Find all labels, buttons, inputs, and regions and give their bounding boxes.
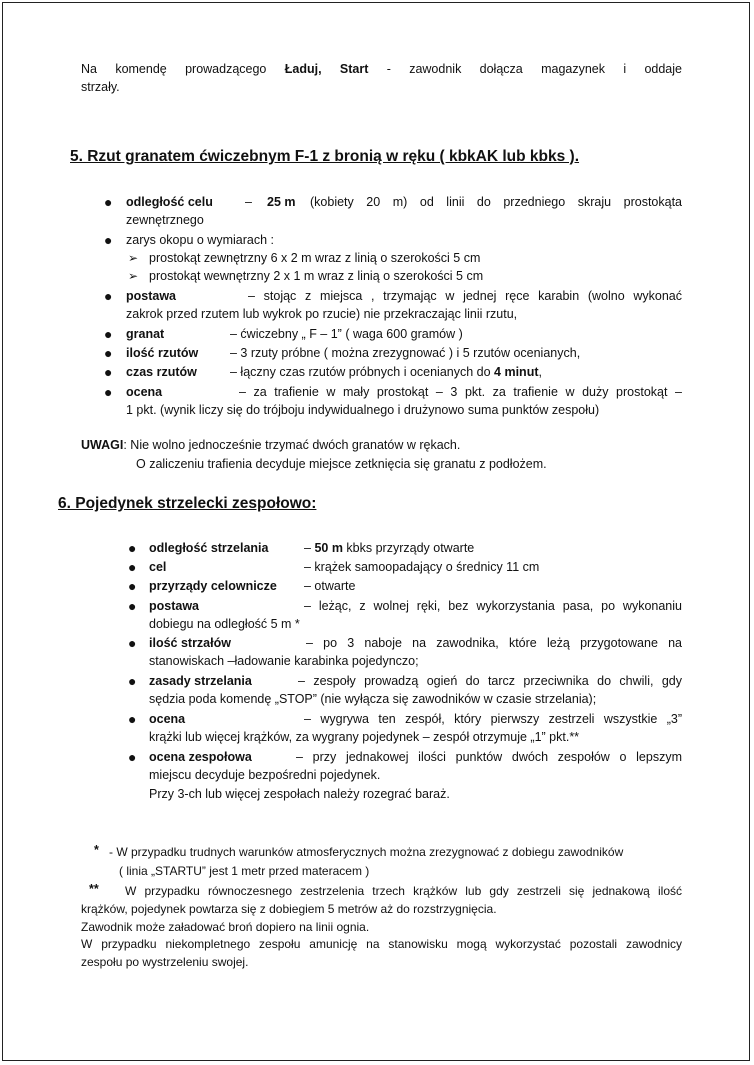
footnote-paragraph-1: Zawodnik może załadować broń dopiero na linii ognia. xyxy=(81,920,370,934)
footnote-paragraph-2: W przypadku niekompletnego zespołu amunicję na stanowisku mogą wykorzystać pozostali zawodnicy xyxy=(81,937,682,951)
s6-score-text-2: krążki lub więcej krążków, za wygrany pojedynek – zespół otrzymuje „1” pkt.** xyxy=(149,730,580,744)
bullet: ● xyxy=(128,711,137,727)
s5-sub-1: prostokąt zewnętrzny 6 x 2 m wraz z linią o szerokości 5 cm xyxy=(149,251,481,265)
s6-rules-label: zasady strzelania xyxy=(149,674,252,688)
s5-time-end: , xyxy=(538,365,542,379)
s6-team-text: – przy jednakowej ilości punktów dwóch zespołów o lepszym xyxy=(296,750,682,764)
s5-score-text: – za trafienie w mały prostokąt – 3 pkt. za trafienie w duży prostokąt – xyxy=(239,385,682,399)
bullet: ● xyxy=(104,194,113,210)
bullet: ● xyxy=(104,364,113,380)
s6-distance-text xyxy=(304,539,474,557)
bullet: ● xyxy=(104,384,113,400)
bullet: ● xyxy=(128,749,137,765)
bullet: ● xyxy=(104,288,113,304)
s6-team-text-3: Przy 3-ch lub więcej zespołach należy rozegrać baraż. xyxy=(149,787,450,801)
notes-text-1: : Nie wolno jednocześnie trzymać dwóch granatów w rękach. xyxy=(123,438,461,452)
s6-sights-label: przyrządy celownicze xyxy=(149,579,277,593)
s5-grenade-label: granat xyxy=(126,327,165,341)
s5-stance-label: postawa xyxy=(126,289,177,303)
section-6-heading: 6. Pojedynek strzelecki zespołowo: xyxy=(58,495,317,512)
s6-team-label: ocena zespołowa xyxy=(149,750,252,764)
s5-distance-value: 25 m xyxy=(267,195,296,209)
s6-rules-text: – zespoły prowadzą ogień do tarcz przeciwnika do chwili, gdy xyxy=(298,674,682,688)
arrow-bullet-icon: ➢ xyxy=(128,269,139,283)
footnote-2-mark: ** xyxy=(89,882,99,896)
s5-stance-text-2: zakrok przed rzutem lub wykrok po rzucie) nie przekraczając linii rzutu, xyxy=(126,307,518,321)
s5-sub-2: prostokąt wewnętrzny 2 x 1 m wraz z linią o szerokości 5 cm xyxy=(149,269,484,283)
bullet: ● xyxy=(128,635,137,651)
s6-target-label: cel xyxy=(149,560,167,574)
footnote-paragraph-3: zespołu po wystrzeleniu swojej. xyxy=(81,955,249,969)
s6-shots-text-2: stanowiskach –ładowanie karabinka pojedynczo; xyxy=(149,654,419,668)
s6-rules-text-2: sędzia poda komendę „STOP” (nie wyłącza się zawodników w czasie strzelania); xyxy=(149,692,597,706)
notes-label: UWAGI xyxy=(81,438,124,452)
s6-score-label: ocena xyxy=(149,712,186,726)
s5-score-text-2: 1 pkt. (wynik liczy się do trójboju indywidualnego i drużynowo suma punktów zespołu) xyxy=(126,403,600,417)
intro-text-c: - zawodnik dołącza magazynek i oddaje xyxy=(386,62,682,76)
bullet: ● xyxy=(128,598,137,614)
s5-time-label: czas rzutów xyxy=(126,365,197,379)
s6-distance-desc: kbks przyrządy otwarte xyxy=(346,541,475,555)
intro-text-a: Na komendę prowadzącego xyxy=(81,62,267,76)
bullet: ● xyxy=(128,559,137,575)
intro-line-1 xyxy=(81,60,682,78)
footnote-1-text: - W przypadku trudnych warunków atmosferycznych można zrezygnować z dobiegu zawodników xyxy=(109,845,624,859)
s6-score-text: – wygrywa ten zespół, który pierwszy zestrzeli wszystkie „3” xyxy=(304,712,682,726)
s6-distance-value: 50 m xyxy=(314,541,343,555)
footnote-1-text-2: ( linia „STARTU” jest 1 metr przed materacem ) xyxy=(119,864,370,878)
s5-time-value: 4 minut xyxy=(494,365,539,379)
s6-shots-label: ilość strzałów xyxy=(149,636,231,650)
footnote-1-mark: * xyxy=(94,843,99,857)
intro-command: Ładuj, Start xyxy=(284,62,369,76)
footnote-2-text: W przypadku równoczesnego zestrzelenia trzech krążków lub gdy zestrzeli się jednakową ilość xyxy=(125,884,682,898)
s5-throws-label: ilość rzutów xyxy=(126,346,199,360)
s5-distance-dash: – xyxy=(245,195,252,209)
bullet: ● xyxy=(128,540,137,556)
s5-distance-text: (kobiety 20 m) od linii do przedniego skraju prostokąta xyxy=(310,195,682,209)
s5-outline-text: zarys okopu o wymiarach : xyxy=(126,233,274,247)
s5-grenade-text: – ćwiczebny „ F – 1” ( waga 600 gramów ) xyxy=(230,327,463,341)
s6-shots-text: – po 3 naboje na zawodnika, które leżą przygotowane na xyxy=(306,636,682,650)
s5-time-text-main: – łączny czas rzutów próbnych i ocenianych do xyxy=(230,365,491,379)
bullet: ● xyxy=(128,673,137,689)
arrow-bullet-icon: ➢ xyxy=(128,251,139,265)
s5-notes-line-1 xyxy=(81,436,460,454)
s6-stance-text-2: dobiegu na odległość 5 m * xyxy=(149,617,300,631)
s6-stance-label: postawa xyxy=(149,599,200,613)
bullet: ● xyxy=(104,345,113,361)
s6-distance-label: odległość strzelania xyxy=(149,541,269,555)
s6-sights-text: – otwarte xyxy=(304,579,356,593)
footnote-2-text-2: krążków, pojedynek powtarza się z dobiegiem 5 metrów aż do rozstrzygnięcia. xyxy=(81,902,497,916)
s5-score-label: ocena xyxy=(126,385,163,399)
s6-target-text: – krążek samoopadający o średnicy 11 cm xyxy=(304,560,540,574)
bullet: ● xyxy=(104,326,113,342)
bullet: ● xyxy=(128,578,137,594)
s5-stance-text: – stojąc z miejsca , trzymając w jednej ręce karabin (wolno wykonać xyxy=(248,289,682,303)
s5-notes-line-2: O zaliczeniu trafienia decyduje miejsce zetknięcia się granatu z podłożem. xyxy=(136,457,547,471)
section-5-heading: 5. Rzut granatem ćwiczebnym F-1 z bronią w ręku ( kbkAK lub kbks ). xyxy=(70,148,580,165)
s5-time-text xyxy=(230,363,542,381)
bullet: ● xyxy=(104,232,113,248)
s5-distance-text-2: zewnętrznego xyxy=(126,213,204,227)
s5-throws-text: – 3 rzuty próbne ( można zrezygnować ) i 5 rzutów ocenianych, xyxy=(230,346,581,360)
s5-distance-label: odległość celu xyxy=(126,195,213,209)
intro-line-2: strzały. xyxy=(81,80,120,94)
s6-stance-text: – leżąc, z wolnej ręki, bez wykorzystania pasa, po wykonaniu xyxy=(304,599,682,613)
s6-distance-dash: – xyxy=(304,541,311,555)
s6-team-text-2: miejscu decyduje bezpośredni pojedynek. xyxy=(149,768,381,782)
